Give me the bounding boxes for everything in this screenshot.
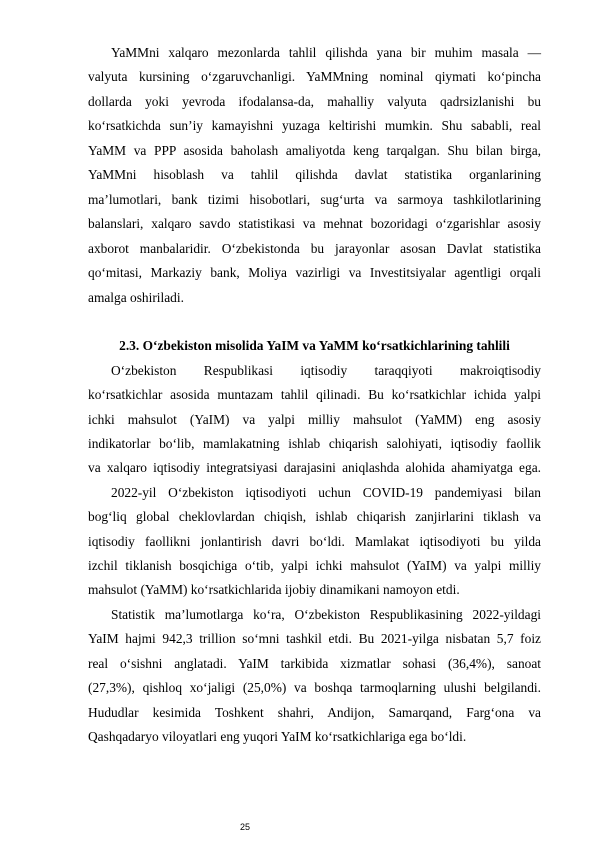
text-line: Hududlar kesimida Toshkent shahri, Andijon, Samarqand, Farg‘ona va [88,705,541,720]
text-line: axborot manbalaridir. O‘zbekistonda bu jarayonlar asosan Davlat statistika [88,241,541,256]
text-line: ma’lumotlari, bank tizimi hisobotlari, sug‘urta va sarmoya tashkilotlarining [88,192,541,207]
text-line: izchil tiklanish bosqichiga o‘tib, yalpi ichki mahsulot (YaIM) va yalpi milliy [88,558,541,573]
section-heading: 2.3. O‘zbekiston misolida YaIM va YaMM ko‘rsatkichlarining tahlili [119,338,510,353]
text-line: O‘zbekiston Respublikasi iqtisodiy taraqqiyoti makroiqtisodiy [111,363,541,378]
text-line: va xalqaro iqtisodiy integratsiyasi darajasini aniqlashda alohida ahamiyatga ega. [88,460,541,475]
text-line: valyuta kursining o‘zgaruvchanligi. YaMMning nominal qiymati ko‘pincha [88,69,541,84]
text-line: ichki mahsulot (YaIM) va yalpi milliy mahsulot (YaMM) eng asosiy [88,412,541,427]
text-line: amalga oshiriladi. [88,290,184,305]
text-line: indikatorlar bo‘lib, mamlakatning ishlab chiqarish salohiyati, iqtisodiy faollik [88,436,541,451]
text-line: ko‘rsatkichlar asosida muntazam tahlil qilinadi. Bu ko‘rsatkichlar ichida yalpi [88,387,541,402]
text-line: 2022-yil O‘zbekiston iqtisodiyoti uchun COVID-19 pandemiyasi bilan [111,485,541,500]
text-line: YaMMni xalqaro mezonlarda tahlil qilishda yana bir muhim masala — [111,45,541,60]
text-line: YaMMni hisoblash va tahlil qilishda davlat statistika organlarining [88,167,541,182]
text-line: dollarda yoki yevroda ifodalansa-da, mahalliy valyuta qadrsizlanishi bu [88,94,541,109]
text-line: Qashqadaryo viloyatlari eng yuqori YaIM ko‘rsatkichlariga ega bo‘ldi. [88,729,467,744]
text-line: ko‘rsatkichda sun’iy kamayishni yuzaga keltirishi mumkin. Shu sababli, real [88,118,541,133]
text-line: qo‘mitasi, Markaziy bank, Moliya vazirligi va Investitsiyalar agentligi orqali [88,265,541,280]
text-line: YaIM hajmi 942,3 trillion so‘mni tashkil etdi. Bu 2021-yilga nisbatan 5,7 foiz [88,631,541,646]
text-line: YaMM va PPP asosida baholash amaliyotda keng tarqalgan. Shu bilan birga, [88,143,541,158]
text-line: real o‘sishni anglatadi. YaIM tarkibida xizmatlar sohasi (36,4%), sanoat [88,656,541,671]
page-number: 25 [240,822,251,832]
text-line: (27,3%), qishloq xo‘jaligi (25,0%) va boshqa tarmoqlarning ulushi belgilandi. [88,680,541,695]
text-line: mahsulot (YaMM) ko‘rsatkichlarida ijobiy dinamikani namoyon etdi. [88,582,460,597]
text-line: Statistik ma’lumotlarga ko‘ra, O‘zbekiston Respublikasining 2022-yildagi [111,607,541,622]
text-line: bog‘liq global cheklovlardan chiqish, ishlab chiqarish zanjirlarini tiklash va [88,509,541,524]
text-line: balanslari, xalqaro savdo statistikasi va mehnat bozoridagi o‘zgarishlar asosiy [88,216,541,231]
text-line: iqtisodiy faollikni jonlantirish davri bo‘ldi. Mamlakat iqtisodiyoti bu yilda [88,534,541,549]
